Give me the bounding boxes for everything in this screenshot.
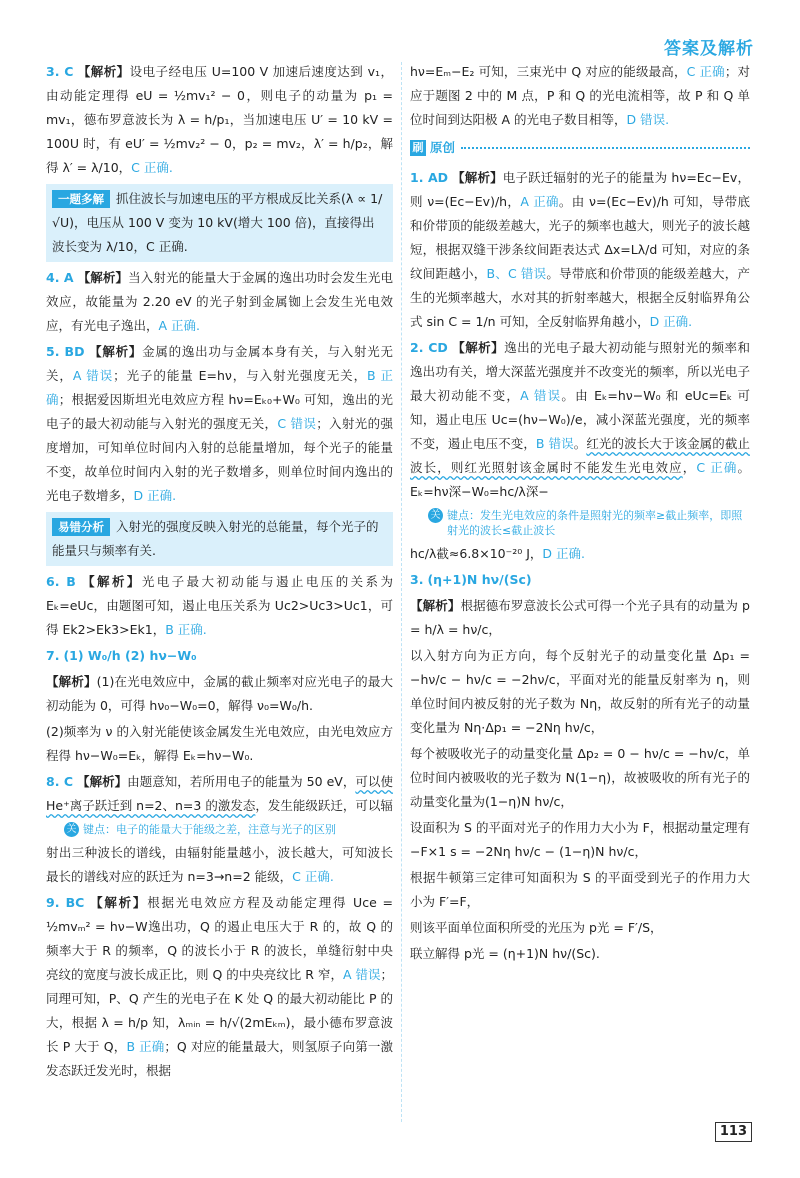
r3-answer: [410, 568, 750, 592]
r3-line-0: [410, 594, 750, 642]
r3-tag: 【解析】: [410, 598, 461, 613]
header-title: 答案及解析: [664, 39, 754, 59]
q8-text-cont: [46, 841, 393, 889]
r1-body3: 。导带底和价带顶的能级差越大，产生的光频率越大，水对其的折射率越大，根据全反射临界角公式 sin C = 1/n 可知，全反射临界角越小，: [410, 266, 750, 329]
q5-hl4: D 正确.: [133, 488, 177, 503]
r2-hl3: C 正确: [696, 460, 738, 475]
r3-line-1: 以入射方向为正方向，每个反射光子的动量变化量 Δp₁ = −hν/c − hν/c = −2hν/c，平面对光的能量反射率为 η，则单位时间内被反射的光子数为 Nη，故反射的所有光子的动量变化量为 Nη·Δp₁ = −2Nη hν/c，: [410, 648, 750, 735]
r1-tag: 【解析】: [452, 170, 503, 185]
q3-body: 设电子经电压 U=100 V 加速后速度达到 v₁，由动能定理得 eU = ½mv₁² − 0，则电子的动量为 p₁ = mv₁，德布罗意波长为 λ = h/p₁，当加速电压 U′ = 10 kV = 100U 时，有 eU′ = ½mv₂² − 0，p₂ = mv₂，λ′ = h/p₂，解得 λ′ = λ/10，: [46, 64, 393, 175]
q8-keypoint-note: [64, 822, 393, 837]
q5-text: [46, 340, 393, 508]
cont-body1: hν=Eₘ−E₂ 可知，三束光中 Q 对应的能级最高，: [410, 64, 687, 79]
r1-hl2: B、C 错误: [486, 266, 547, 281]
q6-hl1: B 正确.: [165, 622, 207, 637]
q8-body1: 由题意知，若所用电子的能量为 50 eV，: [127, 774, 356, 789]
q9-text: [46, 891, 393, 1083]
cont-body2: ；对应于题图 2 中的 M 点，P 和 Q 的光电流相等，故 P 和 Q 单位时间到达阳极 A 的光电子数目相等，: [410, 64, 750, 127]
q3-tag: 【解析】: [77, 64, 130, 79]
q4-hl1: A 正确.: [158, 318, 201, 333]
q8-num: 8. C: [46, 774, 74, 789]
q5-tip-text: 入射光的强度反映入射光的总能量，每个光子的能量只与频率有关.: [52, 519, 379, 558]
column-divider: [401, 62, 402, 1122]
q8-hl1: C 正确.: [292, 869, 334, 884]
q5-body4: ；入射光的强度增加，可知单位时间内入射的总能量增加，每个光子的能量不变，故单位时间内入射的光子数增多，则单位时间内逸出的光电子数增多，: [46, 416, 393, 503]
q5-body1: 金属的逸出功与金属本身有关，与入射光无关，: [46, 344, 393, 383]
q3-tip-text: 抓住波长与加速电压的平方根成反比关系(λ ∝ 1/√U)，电压从 100 V 变为 10 kV(增大 100 倍)，直接得出波长变为 λ/10，C 正确.: [52, 191, 383, 254]
section-header-original: [410, 136, 750, 160]
r3-num: 3.: [410, 572, 424, 587]
r2-body3: 。: [573, 436, 587, 451]
r2-num: 2. CD: [410, 340, 448, 355]
r3-body-0: 根据德布罗意波长公式可得一个光子具有的动量为 p = h/λ = hν/c，: [410, 598, 750, 637]
q9-body1: 根据光电效应方程及动能定理得 Uce = ½mvₘ² = hν−W逸出功，Q 的遏止电压大于 R 的，故 Q 的频率大于 R 的频率，Q 的波长小于 R 的波长，单缝衍射中央亮纹的宽度与波长成正比，则 Q 的中央亮纹比 R 窄，: [46, 895, 393, 982]
q8-note-text: 键点：电子的能量大于能级之差，注意与光子的区别: [83, 823, 336, 836]
q5-hl2: B 正确: [46, 368, 393, 407]
q7-num: 7.: [46, 648, 60, 663]
r3-line-4: 根据牛顿第三定律可知面积为 S 的平面受到光子的作用力大小为 F′=F，: [410, 870, 750, 909]
q5-tag: 【解析】: [89, 344, 143, 359]
q8-tag: 【解析】: [77, 774, 128, 789]
brush-icon: 刷: [410, 140, 426, 156]
q8-text: [46, 770, 393, 818]
r1-body1: 电子跃迁辐射的光子的能量为 hν=Ec−Ev，则 ν=(Ec−Ev)/h，: [410, 170, 750, 209]
q3-tip-label: 一题多解: [52, 190, 110, 208]
q7-body2: (2)频率为 ν 的入射光能使该金属发生光电效应，由光电效应方程得 hν−W₀=Eₖ，解得 Eₖ=hν−W₀.: [46, 724, 393, 763]
q6-num: 6. B: [46, 574, 76, 589]
q7-text1: [46, 670, 393, 718]
q9-body3: ；Q 对应的能量最大，则氢原子向第一激发态跃迁发光时，根据: [46, 1039, 393, 1078]
page-number: 113: [715, 1122, 752, 1142]
key-icon: 关: [64, 822, 79, 837]
r3-line-3: 设面积为 S 的平面对光子的作用力大小为 F，根据动量定理有 −F×1 s = −2Nη hν/c − (1−η)N hν/c，: [410, 820, 750, 859]
left-column: [46, 60, 393, 1085]
q3-tip-box: [46, 184, 393, 262]
q9-tag: 【解析】: [90, 895, 148, 910]
q3-text: [46, 60, 393, 180]
cont-hl2: D 错误.: [626, 112, 670, 127]
q8-wavy: 可以使 He⁺离子跃迁到 n=2、n=3 的激发态: [46, 774, 393, 813]
r2-wavy: 红光的波长大于该金属的截止波长，则红光照射该金属时不能发生光电效应: [410, 436, 750, 475]
q8-body2: ，发生能级跃迁，可以辐: [255, 798, 393, 813]
r3-line-5: 则该平面单位面积所受的光压为 p光 = F′/S，: [410, 920, 663, 935]
r2-note-text: 键点：发生光电效应的条件是照射光的频率≥截止频率，即照射光的波长≤截止波长: [447, 509, 743, 537]
q6-body: 光电子最大初动能与遏止电压的关系为 Eₖ=eUc，由题图可知，遏止电压关系为 Uc2>Uc3>Uc1，可得 Ek2>Ek3>Ek1，: [46, 574, 393, 637]
section-dotted-rule: [461, 147, 750, 149]
key-icon: 关: [428, 508, 443, 523]
q7-answer: [46, 644, 393, 668]
r3-line-2: 每个被吸收光子的动量变化量 Δp₂ = 0 − hν/c = −hν/c，单位时间内被吸收的光子数为 N(1−η)，故被吸收的所有光子的动量变化量为(1−η)N hν/c，: [410, 746, 750, 809]
r1-text: [410, 166, 750, 334]
section-title: 原创: [430, 140, 456, 155]
r1-hl3: D 正确.: [649, 314, 693, 329]
q3-hl1: C 正确.: [131, 160, 173, 175]
r1-hl1: A 正确: [520, 194, 559, 209]
q7-body1: (1)在光电效应中，金属的截止频率对应光电子的最大初动能为 0，可得 hν₀−W₀=0，解得 ν₀=W₀/h.: [46, 674, 393, 713]
right-column: [410, 60, 750, 968]
r2-body1: 逸出的光电子最大初动能与照射光的频率和逸出功有关，增大深蓝光强度并不改变光的频率，所以光电子最大初动能不变，: [410, 340, 750, 403]
r2-tag: 【解析】: [452, 340, 505, 355]
r2-hl4: D 正确.: [542, 546, 585, 561]
q3-num: 3. C: [46, 64, 74, 79]
q4-text: [46, 266, 393, 338]
q5-body2: ；光子的能量 E=hν，与入射光强度无关，: [113, 368, 368, 383]
q7-answer-text: (1) W₀/h (2) hν−W₀: [63, 648, 197, 663]
r2-body5: 。Eₖ=hν深−W₀=hc/λ深−: [410, 460, 750, 499]
r3-answer-text: (η+1)N hν/(Sc): [427, 572, 532, 587]
r1-body2: 。由 ν=(Ec−Ev)/h 可知，导带底和价带顶的能级差越大，光子的频率也越大，则光子的波长越短，根据双缝干涉条纹间距表达式 Δx=Lλ/d 可知，对应的条纹间距越小，: [410, 194, 750, 281]
q5-num: 5. BD: [46, 344, 85, 359]
q7-text2: [46, 720, 393, 768]
q4-body: 当入射光的能量大于金属的逸出功时会发生光电效应，故能量为 2.20 eV 的光子射到金属铷上会发生光电效应，有光电子逸出，: [46, 270, 393, 333]
r2-text: [410, 336, 750, 504]
cont-hl1: C 正确: [686, 64, 725, 79]
q5-tip-box: [46, 512, 393, 566]
q5-body3: ；根据爱因斯坦光电效应方程 hν=Eₖ₀+W₀ 可知，逸出的光电子的最大初动能与入射光的强度无关，: [46, 392, 393, 431]
r2-keypoint-note: [428, 508, 750, 538]
r2-text-cont: [410, 542, 750, 566]
r2-body2: 。由 Eₖ=hν−W₀ 和 eUc=Eₖ 可知，遏止电压 Uc=(hν−W₀)/e，减小深蓝光强度，光的频率不变，遏止电压不变，: [410, 388, 750, 451]
q9-hl2: B 正确: [126, 1039, 165, 1054]
q9-num: 9. BC: [46, 895, 85, 910]
q6-tag: 【解析】: [82, 574, 142, 589]
q5-hl1: A 错误: [72, 368, 114, 383]
q5-tip-label: 易错分析: [52, 518, 110, 536]
r3-line-6: 联立解得 p光 = (η+1)N hν/(Sc).: [410, 946, 600, 961]
r2-hl2: B 错误: [535, 436, 574, 451]
r2-body6: hc/λ截≈6.8×10⁻²⁰ J，: [410, 546, 543, 561]
q4-num: 4. A: [46, 270, 74, 285]
q7-tag: 【解析】: [46, 674, 97, 689]
q6-text: [46, 570, 393, 642]
r1-num: 1. AD: [410, 170, 449, 185]
q5-hl3: C 错误: [277, 416, 317, 431]
q4-tag: 【解析】: [77, 270, 129, 285]
q8-body3: 射出三种波长的谱线，由辐射能量越小，波长越大，可知波长最长的谱线对应的跃迁为 n=3→n=2 能级，: [46, 845, 393, 884]
q9-hl1: A 错误: [342, 967, 381, 982]
r2-body4: ，: [682, 460, 697, 475]
r2-hl1: A 错误: [520, 388, 562, 403]
q9-body2: ；同理可知，P、Q 产生的光电子在 K 处 Q 的最大初动能比 P 的大，根据 λ = h/p 知，λₘᵢₙ = h/√(2mEₖₘ)，最小德布罗意波长 P 大于 Q，: [46, 967, 393, 1054]
q9-continuation: [410, 60, 750, 132]
